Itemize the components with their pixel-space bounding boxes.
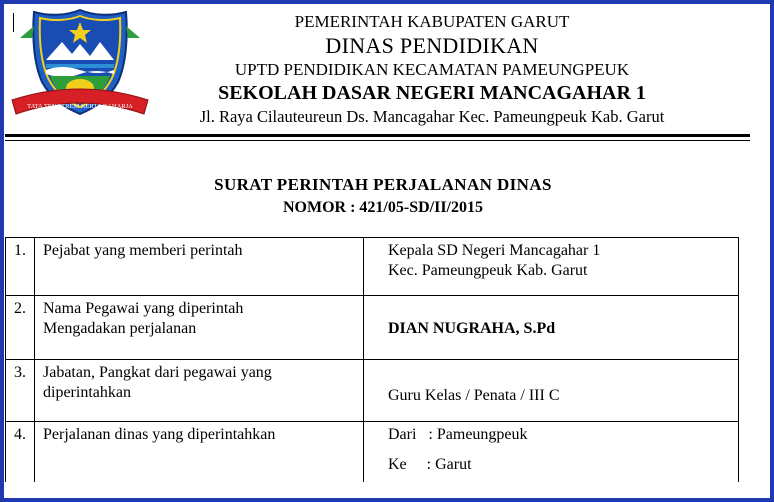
letterhead-rule-thin xyxy=(5,140,750,141)
letterhead-unit: UPTD PENDIDIKAN KECAMATAN PAMEUNGPEUK xyxy=(234,60,630,79)
table-row xyxy=(6,422,739,482)
row-label xyxy=(35,360,364,422)
logo-motto-text: TATA TENGTREM KERTA RAHARJA xyxy=(27,103,133,110)
garut-logo-icon xyxy=(10,8,150,122)
employee-name: DIAN NUGRAHA, S.Pd xyxy=(388,320,556,337)
row-label xyxy=(35,238,364,296)
document-number: NOMOR : 421/05-SD/II/2015 xyxy=(283,199,483,216)
row-value-line: Kepala SD Negeri Mancagahar 1 xyxy=(388,242,601,259)
letterhead-agency: DINAS PENDIDIKAN xyxy=(325,33,539,58)
letterhead-rule-thick xyxy=(5,134,750,137)
row-label xyxy=(35,296,364,360)
row-value-line: Kec. Pameungpeuk Kab. Garut xyxy=(388,262,588,279)
table-row xyxy=(6,296,739,360)
row-value-line: Ke : Garut xyxy=(388,456,472,473)
row-number: 2. xyxy=(6,296,35,360)
travel-order-table xyxy=(5,237,739,482)
row-number: 4. xyxy=(6,422,35,482)
document-title: SURAT PERINTAH PERJALANAN DINAS xyxy=(214,175,552,194)
row-value xyxy=(364,360,739,422)
letterhead xyxy=(150,10,714,104)
row-value-line: Dari : Pameungpeuk xyxy=(388,426,528,443)
row-label-line: diperintahkan xyxy=(43,384,131,401)
row-number: 3. xyxy=(6,360,35,422)
row-label-line: Nama Pegawai yang diperintah xyxy=(43,300,244,317)
row-value-line: Guru Kelas / Penata / III C xyxy=(388,386,560,404)
row-number: 1. xyxy=(6,238,35,296)
letterhead-address: Jl. Raya Cilauteureun Ds. Mancagahar Kec. Pameungpeuk Kab. Garut xyxy=(199,107,665,126)
row-value xyxy=(364,296,739,360)
row-label-line: Perjalanan dinas yang diperintahkan xyxy=(43,426,276,443)
row-label-line: Mengadakan perjalanan xyxy=(43,320,197,337)
row-label xyxy=(35,422,364,482)
row-label-line: Jabatan, Pangkat dari pegawai yang xyxy=(43,364,272,381)
table-row xyxy=(6,360,739,422)
table-row xyxy=(6,238,739,296)
letterhead-school: SEKOLAH DASAR NEGERI MANCAGAHAR 1 xyxy=(218,82,646,104)
document-page xyxy=(4,4,770,498)
row-label-line: Pejabat yang memberi perintah xyxy=(43,242,243,259)
row-value xyxy=(364,238,739,296)
letterhead-government: PEMERINTAH KABUPATEN GARUT xyxy=(294,12,570,31)
row-value xyxy=(364,422,739,482)
